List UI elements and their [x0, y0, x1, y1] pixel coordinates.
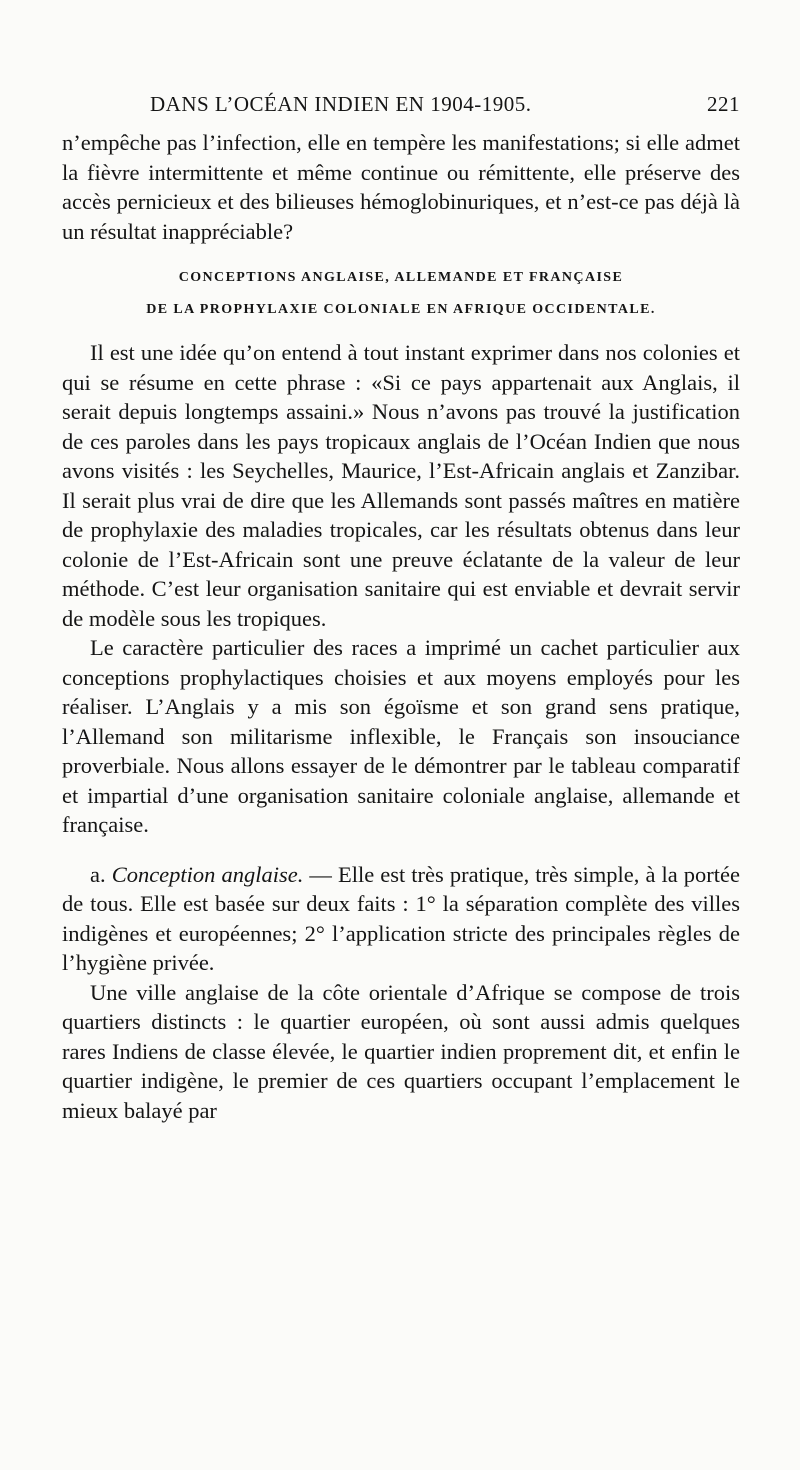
- paragraph-spacer: [62, 840, 740, 860]
- book-page: [62, 88, 740, 1125]
- section-heading-line-1: CONCEPTIONS ANGLAISE, ALLEMANDE ET FRANÇAISE: [178, 270, 624, 285]
- page-number: 221: [707, 92, 740, 116]
- paragraph-2: Il est une idée qu’on entend à tout instant exprimer dans nos colonies et qui se résume en cette phrase : «Si ce pays appartenait aux Anglais, il serait depuis longtemps assaini.» Nous n’avons pas trouvé la justification de ces paroles dans les pays tropicaux anglais de l’Océan Indien que nous avons visités : les Seychelles, Maurice, l’Est-Africain anglais et Zanzibar. Il serait plus vrai de dire que les Allemands sont passés maîtres en matière de prophylaxie des maladies tropicales, car les résultats obtenus dans leur colonie de l’Est-Africain sont une preuve éclatante de la valeur de leur méthode. C’est leur organisation sanitaire qui est enviable et devrait servir de modèle sous les tropiques.: [62, 340, 740, 631]
- section-heading: [62, 262, 740, 326]
- paragraph-4-label: a.: [90, 861, 106, 887]
- paragraph-4-text: — Elle est très pratique, très simple, à la portée de tous. Elle est basée sur deux faits : 1° la séparation complète des villes indigènes et européennes; 2° l’application stricte des principales règles de l’hygiène privée.: [62, 861, 741, 975]
- running-title: DANS L’OCÉAN INDIEN EN 1904-1905.: [150, 92, 532, 116]
- running-head: [62, 88, 740, 128]
- paragraph-4-subtitle: Conception anglaise.: [111, 861, 304, 887]
- paragraph-5: Une ville anglaise de la côte orientale d’Afrique se compose de trois quartiers distincts : le quartier européen, où sont aussi admis quelques rares Indiens de classe élevée, le quartier indien proprement dit, et enfin le quartier indigène, le premier de ces quartiers occupant l’emplacement le mieux balayé par: [62, 979, 740, 1123]
- section-heading-line-2: DE LA PROPHYLAXIE COLONIALE EN AFRIQUE OCCIDENTALE.: [146, 302, 656, 317]
- paragraph-1: n’empêche pas l’infection, elle en tempère les manifestations; si elle admet la fièvre intermittente et même continue ou rémittente, elle préserve des accès pernicieux et des bilieuses hémoglobinuriques, et n’est-ce pas déjà là un résultat inappréciable?: [62, 130, 740, 244]
- paragraph-4: [62, 860, 740, 978]
- paragraph-3: Le caractère particulier des races a imprimé un cachet particulier aux conceptions prophylactiques choisies et aux moyens employés pour les réaliser. L’Anglais y a mis son égoïsme et son grand sens pratique, l’Allemand son militarisme inflexible, le Français son insouciance proverbiale. Nous allons essayer de le démontrer par le tableau comparatif et impartial d’une organisation sanitaire coloniale anglaise, allemande et française.: [62, 635, 740, 837]
